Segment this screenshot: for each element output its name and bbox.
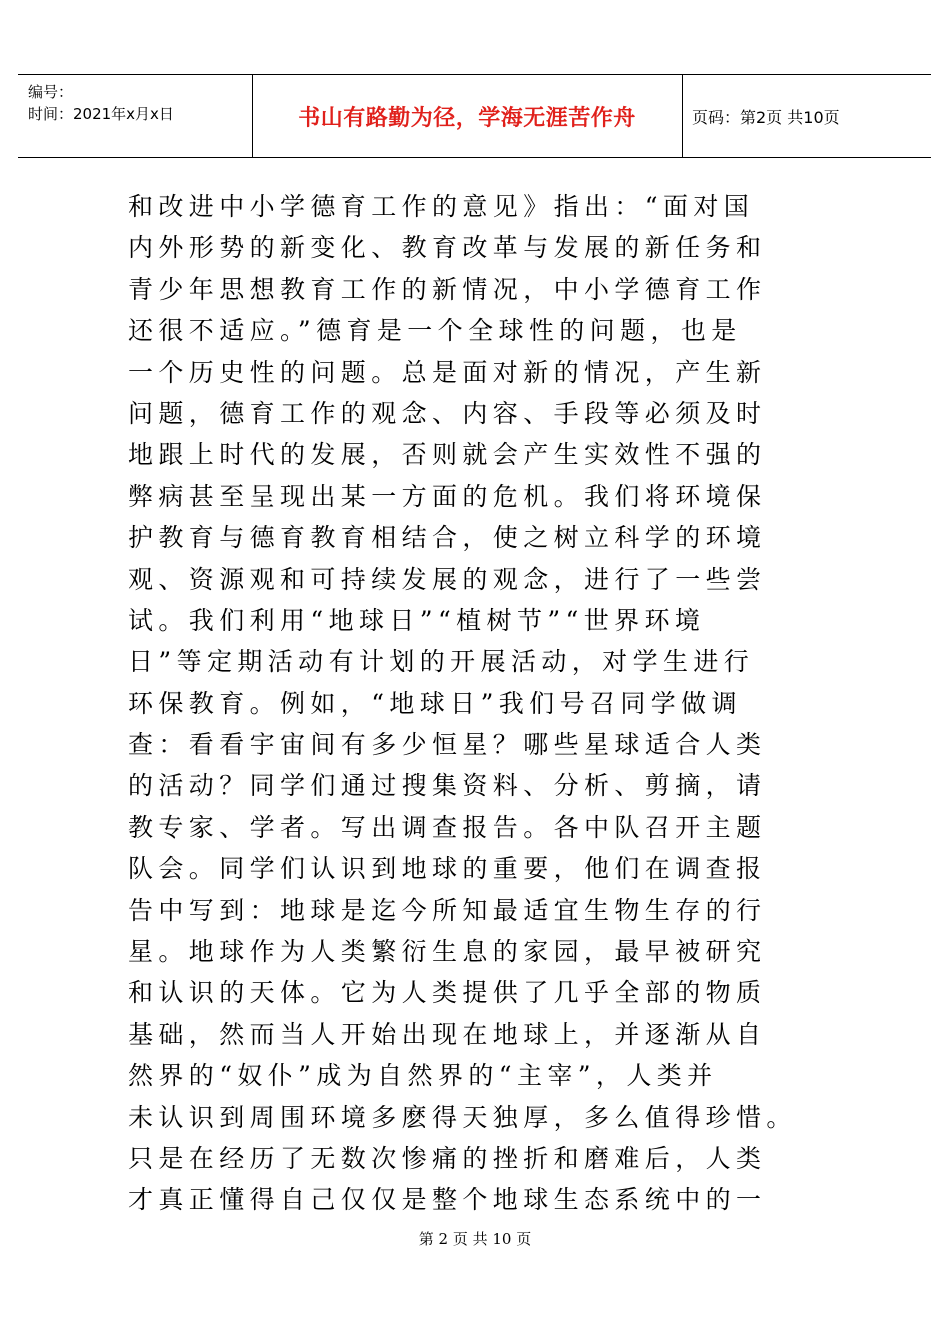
text-line: 基础，然而当人开始出现在地球上，并逐渐从自 xyxy=(128,1019,767,1049)
text-line: 星。地球作为人类繁衍生息的家园，最早被研究 xyxy=(128,937,767,967)
text-line: 地跟上时代的发展，否则就会产生实效性不强的 xyxy=(128,440,767,470)
page-footer: 第 2 页 共 10 页 xyxy=(418,1230,532,1248)
text-line: 环保教育。例如，“地球日”我们号召同学做调 xyxy=(128,688,742,718)
text-line: 和改进中小学德育工作的意见》指出：“面对国 xyxy=(128,192,755,221)
text-line: 试。我们利用“地球日”“植树节”“世界环境 xyxy=(128,605,706,635)
text-line: 然界的“奴仆”成为自然界的“主宰”，人类并 xyxy=(128,1061,718,1091)
header-meta xyxy=(28,81,174,125)
header-divider xyxy=(682,75,683,157)
text-line: 的活动？同学们通过搜集资料、分析、剪摘，请 xyxy=(128,771,767,801)
serial-number-label: 编号： xyxy=(28,83,74,101)
text-line: 查：看看宇宙间有多少恒星？哪些星球适合人类 xyxy=(128,730,767,760)
text-line: 和认识的天体。它为人类提供了几乎全部的物质 xyxy=(128,978,767,1008)
text-line: 队会。同学们认识到地球的重要，他们在调查报 xyxy=(128,854,767,884)
header-motto: 书山有路勤为径，学海无涯苦作舟 xyxy=(298,105,636,131)
date-label: 时间：2021年x月x日 xyxy=(28,105,174,123)
text-line: 教专家、学者。写出调查报告。各中队召开主题 xyxy=(128,812,767,842)
text-line: 观、资源观和可持续发展的观念，进行了一些尝 xyxy=(128,564,767,594)
text-line: 弊病甚至呈现出某一方面的危机。我们将环境保 xyxy=(128,481,767,511)
text-line: 青少年思想教育工作的新情况，中小学德育工作 xyxy=(128,274,767,304)
text-line: 一个历史性的问题。总是面对新的情况，产生新 xyxy=(128,357,767,387)
text-line: 问题，德育工作的观念、内容、手段等必须及时 xyxy=(128,398,767,428)
text-line: 内外形势的新变化、教育改革与发展的新任务和 xyxy=(128,233,767,263)
text-line: 日”等定期活动有计划的开展活动，对学生进行 xyxy=(128,647,755,677)
header-page-info: 页码：第2页 共10页 xyxy=(692,107,840,127)
body-text xyxy=(128,186,848,1221)
text-line: 才真正懂得自己仅仅是整个地球生态系统中的一 xyxy=(128,1185,767,1215)
page-header xyxy=(18,74,931,158)
text-line: 护教育与德育教育相结合，使之树立科学的环境 xyxy=(128,523,767,553)
text-line: 还很不适应。”德育是一个全球性的问题，也是 xyxy=(128,316,742,346)
text-line: 只是在经历了无数次惨痛的挫折和磨难后，人类 xyxy=(128,1143,767,1173)
text-line: 未认识到周围环境多麽得天独厚，多么值得珍惜。 xyxy=(128,1102,797,1132)
text-line: 告中写到：地球是迄今所知最适宜生物生存的行 xyxy=(128,895,767,925)
